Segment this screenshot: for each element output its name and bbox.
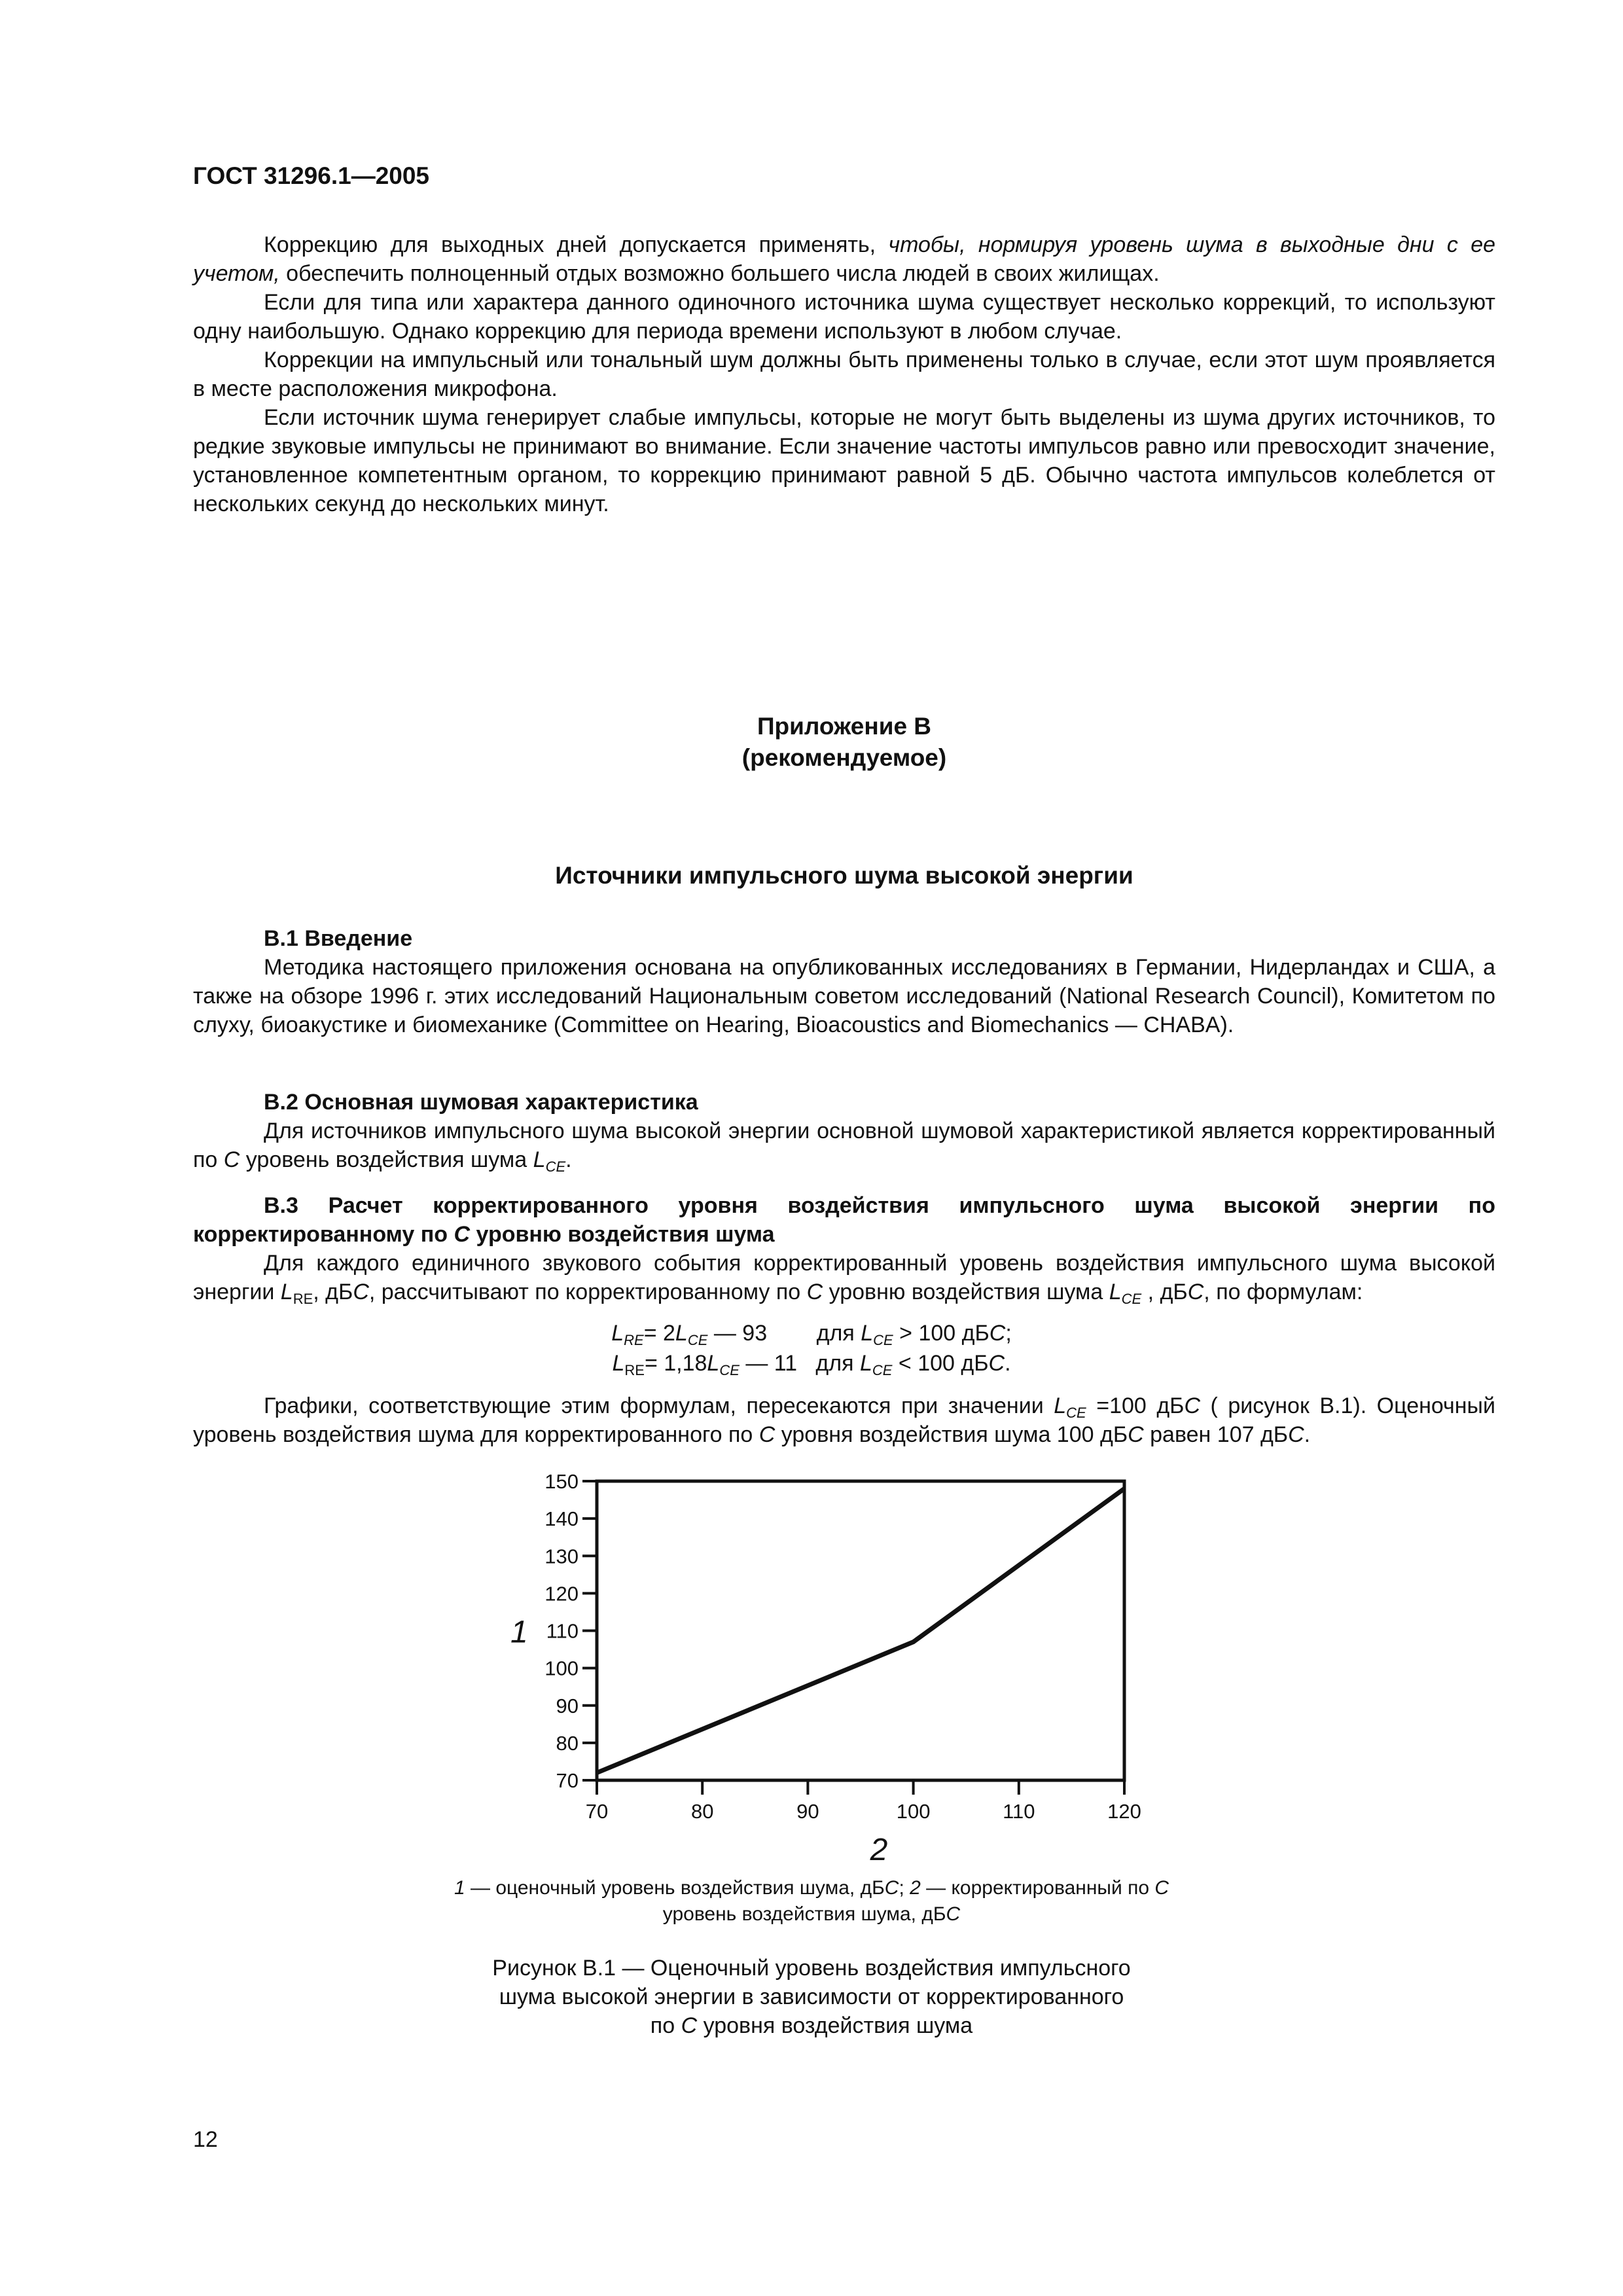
plot-frame: [597, 1481, 1124, 1780]
intro-paragraph-3: Коррекции на импульсный или тональный шум должны быть применены только в случае, если этот шум проявляется в месте расположения микрофона.: [193, 348, 1495, 401]
figure-caption: Рисунок В.1 — Оценочный уровень воздействия импульсного шума высокой энергии в зависимости от корректированного по C уровня воздействия шума: [492, 1956, 1131, 2038]
figure-legend: 1 — оценочный уровень воздействия шума, дБC; 2 — корректированный по C уровень воздействия шума, дБC: [454, 1877, 1169, 1925]
intro-paragraph-1: Коррекцию для выходных дней допускается применять, чтобы, нормируя уровень шума в выходные дни с ее учетом, обеспечить полноценный отдых возможно большего числа людей в своих жилищах.: [193, 232, 1496, 286]
intersection-paragraph: Графики, соответствующие этим формулам, пересекаются при значении $L_{CE} =100$ дБC ( рисунок В.1). Оценочный уровень воздействия шума для корректированного по C уровня воздействия шума 100 дБC равен 107 дБC.: [193, 1393, 1495, 1447]
y-tick-label-140: 140: [544, 1507, 579, 1531]
b3-text: Для каждого единичного звукового события корректированный уровень воздействия импульсного шума высокой энергии $L_{RE}$, дБC, рассчитывают по корректированному по C уровню воздействия шума $L_{CE}$ , дБC, по формулам:: [193, 1251, 1495, 1307]
y-tick-label-80: 80: [556, 1731, 579, 1755]
x-tick-label-80: 80: [690, 1800, 714, 1823]
b2-heading: В.2 Основная шумовая характеристика: [264, 1090, 698, 1115]
formula-2: $L_{RE}= 1,18L_{CE}$ — 11 для $L_{CE} < 100$ дБC.: [612, 1351, 1011, 1378]
section-title: Источники импульсного шума высокой энергии: [555, 862, 1133, 889]
series-line: [597, 1488, 1124, 1772]
x-tick-label-70: 70: [585, 1800, 609, 1823]
intro-paragraph-2: Если для типа или характера данного одиночного источника шума существует несколько коррекций, то используют одну наибольшую. Однако коррекцию для периода времени используют в любом случае.: [193, 290, 1495, 344]
x-tick-label-110: 110: [1003, 1800, 1035, 1823]
x-tick-label-100: 100: [896, 1800, 931, 1823]
y-tick-label-110: 110: [546, 1619, 579, 1643]
document-id: ГОСТ 31296.1—2005: [193, 162, 430, 189]
y-tick-label-100: 100: [544, 1657, 579, 1680]
b2-text: Для источников импульсного шума высокой энергии основной шумовой характеристикой является корректированный по C уровень воздействия шума $L_{CE}$.: [193, 1119, 1495, 1175]
y-tick-label-130: 130: [544, 1545, 579, 1568]
intro-paragraph-4: Если источник шума генерирует слабые импульсы, которые не могут быть выделены из шума других источников, то редкие звуковые импульсы не принимают во внимание. Если значение частоты импульсов равно или превосходит значение, установленное компетентным органом, то коррекцию принимают равной 5 дБ. Обычно частота импульсов колеблется от нескольких секунд до нескольких минут.: [193, 405, 1495, 516]
b3-heading: В.3 Расчет корректированного уровня воздействия импульсного шума высокой энергии по корректированному по C уровню воздействия шума: [193, 1193, 1495, 1247]
annex-title: Приложение В (рекомендуемое): [741, 713, 947, 771]
y-tick-label-90: 90: [556, 1694, 579, 1717]
x-tick-label-120: 120: [1107, 1800, 1141, 1823]
y-tick-label-70: 70: [556, 1769, 579, 1792]
y-tick-label-150: 150: [544, 1470, 579, 1493]
formula-1: $L_{RE}= 2L_{CE}$ — 93 для $L_{CE} > 100$ дБC;: [611, 1321, 1012, 1348]
b1-text: Методика настоящего приложения основана на опубликованных исследованиях в Германии, Нидерландах и США, а также на обзоре 1996 г. этих исследований Национальным советом исследований (National Research Council), Комитетом по слуху, биоакустике и биомеханике (Committee on Hearing, Bioacoustics and Biomechanics — CHABA).: [193, 955, 1495, 1037]
page-number: 12: [193, 2127, 218, 2152]
y-axis-label: 1: [510, 1615, 528, 1650]
x-tick-label-90: 90: [796, 1800, 819, 1823]
y-tick-label-120: 120: [544, 1582, 579, 1605]
x-axis-label: 2: [870, 1833, 888, 1867]
b1-heading: В.1 Введение: [264, 926, 413, 951]
